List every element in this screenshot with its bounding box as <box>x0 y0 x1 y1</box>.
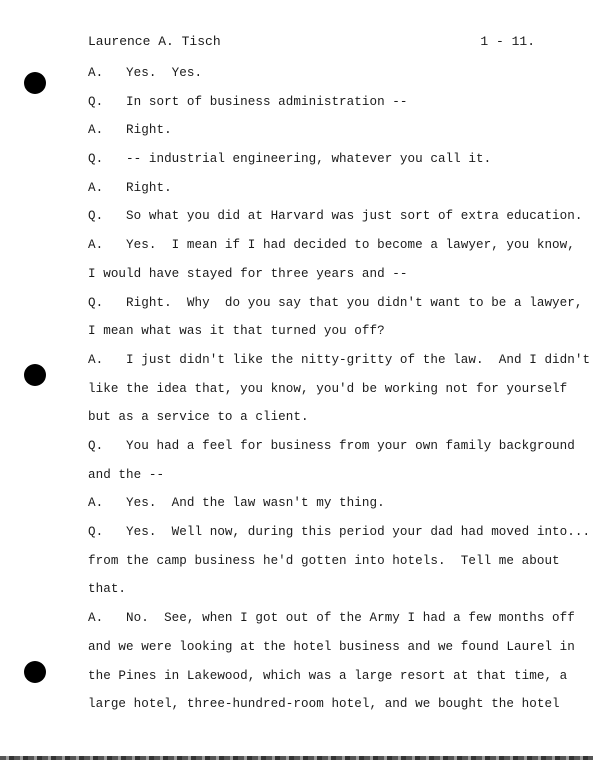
scan-edge <box>0 756 593 760</box>
transcript-line: Q. In sort of business administration -- <box>88 95 408 109</box>
transcript-line: A. Right. <box>88 181 172 195</box>
transcript-line: but as a service to a client. <box>88 410 309 424</box>
transcript-line: large hotel, three-hundred-room hotel, and we bought the hotel <box>88 697 560 711</box>
transcript-line: I mean what was it that turned you off? <box>88 324 385 338</box>
transcript-line: that. <box>88 582 127 596</box>
transcript-line: the Pines in Lakewood, which was a large resort at that time, a <box>88 669 568 683</box>
transcript-line: Q. You had a feel for business from your own family background <box>88 439 575 453</box>
transcript-line: Q. Yes. Well now, during this period your dad had moved into... <box>88 525 591 539</box>
transcript-line: and we were looking at the hotel business and we found Laurel in <box>88 640 575 654</box>
transcript-line: like the idea that, you know, you'd be working not for yourself <box>88 382 568 396</box>
transcript-line: Q. Right. Why do you say that you didn't want to be a lawyer, <box>88 296 583 310</box>
interviewee-name: Laurence A. Tisch <box>88 34 221 49</box>
transcript-line: Q. -- industrial engineering, whatever you call it. <box>88 152 492 166</box>
transcript-line: A. Yes. Yes. <box>88 66 203 80</box>
binder-hole-bottom <box>24 661 46 683</box>
transcript-line: from the camp business he'd gotten into hotels. Tell me about <box>88 554 560 568</box>
transcript-line: Q. So what you did at Harvard was just sort of extra education. <box>88 209 583 223</box>
transcript-line: A. Yes. And the law wasn't my thing. <box>88 496 385 510</box>
transcript-line: A. Right. <box>88 123 172 137</box>
binder-hole-top <box>24 72 46 94</box>
binder-hole-middle <box>24 364 46 386</box>
transcript-line: I would have stayed for three years and -- <box>88 267 408 281</box>
transcript-line: A. No. See, when I got out of the Army I had a few months off <box>88 611 575 625</box>
page-number: 1 - 11. <box>480 34 535 49</box>
transcript-line: A. I just didn't like the nitty-gritty of the law. And I didn't <box>88 353 591 367</box>
transcript-line: A. Yes. I mean if I had decided to become a lawyer, you know, <box>88 238 575 252</box>
transcript-line: and the -- <box>88 468 165 482</box>
